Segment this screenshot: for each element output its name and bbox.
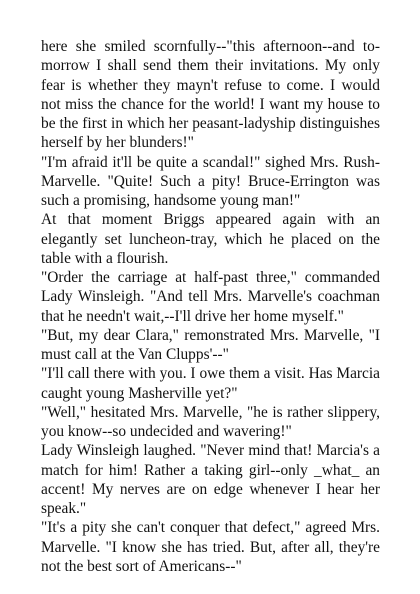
paragraph: here she smiled scornfully--"this afternoon--and to-morrow I shall send them their invitations. My only fear is whether they mayn't refuse to come. I would not miss the chance for the world! I want my house to be the first in which her peasant-ladyship distinguishes herself by her blunders!" — [41, 38, 380, 152]
paragraph: "Well," hesitated Mrs. Marvelle, "he is rather slippery, you know--so undecided and wavering!" — [41, 403, 380, 440]
page-text — [41, 37, 380, 576]
paragraph: "It's a pity she can't conquer that defect," agreed Mrs. Marvelle. "I know she has tried. But, after all, they're not the best sort of Americans--" — [41, 519, 380, 575]
paragraph: "But, my dear Clara," remonstrated Mrs. Marvelle, "I must call at the Van Clupps'--" — [41, 326, 380, 363]
paragraph: At that moment Briggs appeared again with an elegantly set luncheon-tray, which he placed on the table with a flourish. — [41, 211, 380, 267]
paragraph: "I'm afraid it'll be quite a scandal!" sighed Mrs. Rush-Marvelle. "Quite! Such a pity! Bruce-Errington was such a promising, handsome young man!" — [41, 153, 380, 209]
paragraph: Lady Winsleigh laughed. "Never mind that! Marcia's a match for him! Rather a taking girl--only _what_ an accent! My nerves are on edge whenever I hear her speak." — [41, 442, 380, 517]
paragraph: "I'll call there with you. I owe them a visit. Has Marcia caught young Masherville yet?" — [41, 365, 380, 402]
paragraph: "Order the carriage at half-past three," commanded Lady Winsleigh. "And tell Mrs. Marvelle's coachman that he needn't wait,--I'll drive her home myself." — [41, 269, 380, 325]
